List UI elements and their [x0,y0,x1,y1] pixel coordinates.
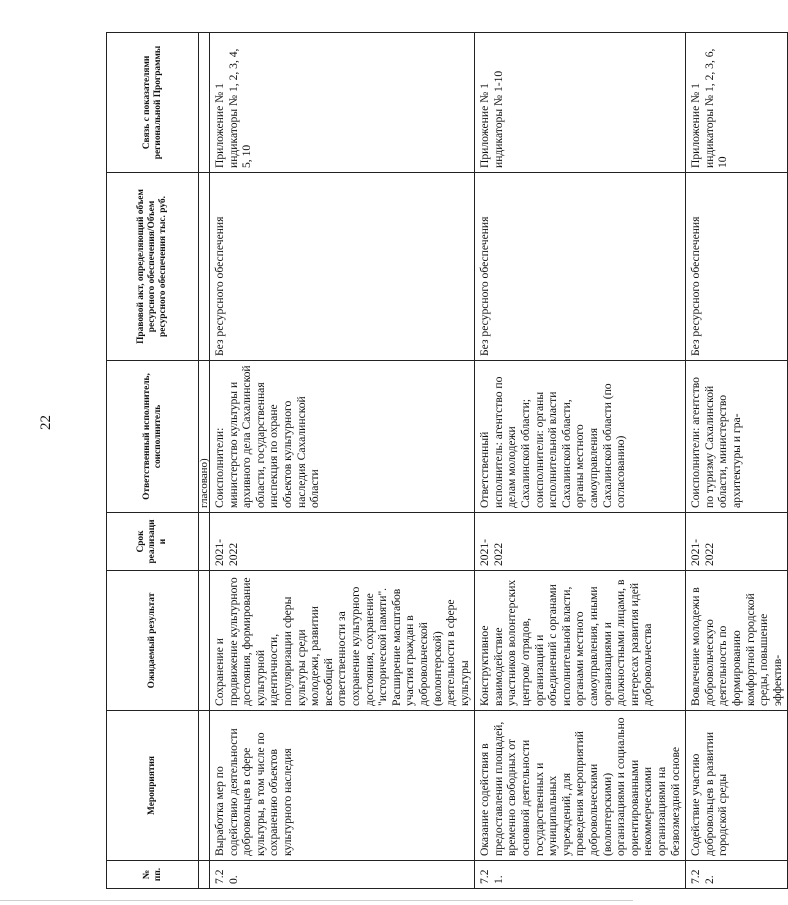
row-num: 7.20. [210,861,475,889]
table-header-row [107,33,199,889]
row-result: Вовлечение молодежи в добровольческую деятельность по формированию комфортной городской среды, повышение эффектив- [686,571,788,711]
table-row [210,33,475,889]
row-term: 2021-2022 [210,513,475,571]
row-measure: Оказание содействия в предоставлении площадей, временно свободных от основной деятельности государственных и муниципальных учреждений, для проведения мероприятий добровольческими (волонтерскими) организациями и социально ориентированными некоммерческими организациями на безвозмездной основе [475,711,686,861]
row-resource: Без ресурсного обеспечения [686,173,788,361]
row-indicators: Приложение № 1 индикаторы № 1, 2, 3, 6, 10 [686,33,788,173]
row-term: 2021-2022 [686,513,788,571]
row-measure: Содействие участию добровольцев в развитии городской среды [686,711,788,861]
row-num: 7.22. [686,861,788,889]
header-num: № пп. [107,861,199,889]
row-resource: Без ресурсного обеспечения [475,173,686,361]
header-indicators: Связь с показателями региональной Программы [107,33,199,173]
header-resource: Правовой акт, определяющий объем ресурсного обеспечения/Объем ресурсного обеспечения тыс. руб. [107,173,199,361]
row-resource: Без ресурсного обеспечения [210,173,475,361]
measures-table [106,32,788,889]
row-result: Сохранение и продвижение культурного достояния, формирование культурной идентичности, популяризации сферы культуры среди молодежи, развитии всеобщей ответственности за сохранение культурного достояния, сохранение "исторической памяти". Расширение масштабов участия граждан в добровольческой (волонтерской) деятельности в сфере культуры [210,571,475,711]
row-term: 2021-2022 [475,513,686,571]
header-term: Срок реализации [107,513,199,571]
row-result: Конструктивное взаимодействие участников волонтерских центров/ отрядов, организаций и объединений с органами исполнительной власти, органами местного самоуправления, иными организациями и должностными лицами, в интересах развития идей добровольчества [475,571,686,711]
row-num: 7.21. [475,861,686,889]
header-executor: Ответственный исполнитель, соисполнитель [107,361,199,513]
measures-table-wrapper [106,33,784,889]
carryover-executor: гласовано) [199,361,210,513]
row-executor: Соисполнители: министерство культуры и архивного дела Сахалинской области, государственная инспекция по охране объектов культурного наследия Сахалинской области [210,361,475,513]
header-measure: Мероприятия [107,711,199,861]
table-row [475,33,686,889]
row-indicators: Приложение № 1 индикаторы № 1-10 [475,33,686,173]
row-executor: Ответственный исполнитель: агентство по делам молодежи Сахалинской области; соисполнители: органы исполнительной власти Сахалинской области, органы местного самоуправления Сахалинской области (по согласованию) [475,361,686,513]
scan-edge-line [0,900,633,901]
header-result: Ожидаемый результат [107,571,199,711]
page-number: 22 [38,415,54,430]
row-indicators: Приложение № 1 индикаторы № 1, 2, 3, 4, 5, 10 [210,33,475,173]
row-executor: Соисполнители: агентство по туризму Сахалинской области, министерство архитектуры и гра- [686,361,788,513]
table-row [686,33,788,889]
row-measure: Выработка мер по содействию деятельности добровольцев в сфере культуры, в том числе по сохранению объектов культурного наследия [210,711,475,861]
table-row-carryover [199,33,210,889]
